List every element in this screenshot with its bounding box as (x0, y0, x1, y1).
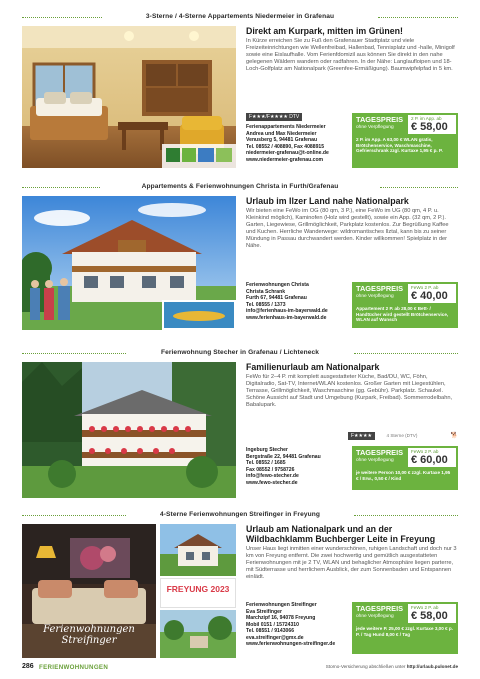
listing-christa (22, 182, 458, 330)
price-box (352, 602, 458, 654)
section-header (22, 348, 458, 358)
freyung-badge (160, 578, 236, 608)
price-amount: € 58,00 (411, 121, 448, 133)
listing-title: Urlaub am Nationalpark und an der Wildbachklamm Buchberger Leite in Freyung (246, 524, 436, 544)
listing-streifinger (22, 510, 458, 658)
price-subtitle: ohne Verpflegung (356, 294, 394, 299)
star-rating-badge: F★★★★ (348, 432, 375, 440)
price-unit: FeWo 2 P. ab (411, 449, 439, 454)
price-value-box (408, 604, 456, 623)
photo-caption: Ferienwohnungen Streifinger (43, 624, 135, 646)
contact-phone: Tel. 08552 / 408890, Fax 4088915 (246, 143, 325, 150)
listing-text (246, 524, 458, 581)
contact-street: Furth 67, 94481 Grafenau (246, 295, 307, 301)
contact-website-link[interactable]: www.ferienhaus-im-bayerwald.de (246, 314, 327, 321)
apartment-interior-photo (22, 26, 236, 168)
contact-street: Marchzipf 16, 94078 Freyung (246, 615, 316, 621)
contact-phone: Tel. 08551 / 9143066 (246, 628, 295, 634)
contact-website-link[interactable]: www.niedermeier-grafenau.com (246, 156, 324, 163)
price-unit: FeWo 2 P. ab (411, 605, 439, 610)
price-value-box (408, 115, 456, 134)
listing-description: FeWo für 2–4 P. mit komplett ausgestatteter Küche, Bad/DU, WC, Föhn, Digitalradio, Sat-TV, Internet/WLAN kostenlos. Großer Garten mit Liegestühlen, Terrasse, Grillmöglichkeit, Waschmaschine (gg. Gebühr). Parkplatz. Schaukel. Schöne Aussicht auf Stadt und Umgebung (Kurpark, Freibad). Sommerrodelbahn, Babalupark. (246, 374, 453, 409)
contact-block (246, 602, 350, 648)
price-box (352, 113, 458, 168)
price-box (352, 282, 458, 328)
contact-block (246, 124, 350, 163)
listing-description: Unser Haus liegt inmitten einer wunderschönen, ruhigen Landschaft und doch nur 3 km von Freyung entfernt. Die zwei hochwertig und gemütlich ausgestatteten Ferienwohnungen mit je 2 TV, WLAN und behaglicher Atmosphäre liegen parterre, mit Südterrasse und herrlichem Ausblick, der zum Sonnenbaden und Entspannen einlädt. (246, 546, 457, 581)
price-value-box (408, 448, 456, 467)
partner-logo-icon (198, 148, 214, 162)
listing-text (246, 26, 458, 73)
price-value-box (408, 284, 456, 303)
footer-note-text: Storno-Versicherung abschließen unter (325, 664, 406, 669)
contact-name: Ingeburg Stecher (246, 447, 288, 453)
page-number: 286 (22, 663, 34, 670)
star-rating-badge: F★★★/F★★★★ DTV (246, 113, 302, 121)
contact-street: Venusberg 5, 94481 Grafenau (246, 137, 318, 143)
contact-email-link[interactable]: niedermeier-grafenau@t-online.de (246, 150, 329, 156)
price-details: jede weitere P. 25,00 € zzgl. Kurtaxe 3,00 € p. P. / Tag Hund 8,00 € / Tag (356, 626, 453, 637)
garden-view-photo (160, 610, 236, 658)
price-unit: FeWo 2 P. ab (411, 285, 439, 290)
contact-phone: Tel. 08555 / 1373 (246, 301, 286, 308)
star-rating-note: 4 Sterne (DTV) (386, 433, 418, 438)
listing-title: Urlaub im Ilzer Land nahe Nationalpark (246, 196, 409, 206)
listing-stecher (22, 348, 458, 498)
contact-street: Bergstraße 22, 94481 Grafenau (246, 453, 321, 460)
contact-name: Ferienwohnungen Christa (246, 282, 309, 288)
freyung-badge-text: FREYUNG 2023 (166, 584, 230, 594)
listing-description: Wir bieten eine FeWo im OG (80 qm, 3 P.), eine FeWo im UG (80 qm, 4 P. u. Kleinkind möglich), Kaminofen (Holz wird gestellt), sowie ein App. (32 qm, 2 P.). Garten, Liegewiese, Grillmöglichkeit, Parkplatz kostenlos. Zur Begrüßung Kaffee und Kuchen. Herrliche Wanderwege: wildromantisches Ilztal, kann bis zu seiner Mündung in Passau durchwandert werden. Kinder willkommen! Spielplatz in der Nähe. (246, 208, 449, 250)
section-header-text: Ferienwohnung Stecher in Grafenau / Lichteneck (158, 348, 322, 358)
contact-mobile: Mobil 0151 / 15724310 (246, 621, 299, 628)
contact-person: Eva Streifinger (246, 608, 282, 615)
award-logo-icon (166, 148, 180, 162)
contact-website-link[interactable]: www.ferienwohnungen-streifinger.de (246, 641, 336, 647)
nationalpark-logo-icon (216, 148, 232, 162)
contact-email-link[interactable]: info@ferienhaus-im-bayerwald.de (246, 308, 328, 314)
contact-website-link[interactable]: www.fewo-stecher.de (246, 479, 298, 486)
listing-description: In Kürze erreichen Sie zu Fuß den Grafenauer Stadtplatz und viele Freizeiteinrichtungen wie Wellenfreibad, Hallenbad, Tennisplatz und -halle, Minigolf sowie eine Eislaufhalle. Vom Ferienfdomizil aus können Sie direkt in den nahe gelegenen Wäldern wandern oder radfahren. In der Nähe: Langlaufloipen und 18-Loch-Golfplatz am Nationalpark (Greenfee-Ermäßigung). Baumwipfelpfad in 5 km. (246, 38, 455, 73)
contact-block (246, 282, 350, 321)
section-header (22, 510, 458, 520)
price-subtitle: ohne Verpflegung (356, 458, 394, 463)
contact-phone: Tel. 08552 / 1685 (246, 460, 286, 466)
price-amount: € 58,00 (411, 610, 448, 622)
house-photo (22, 196, 236, 330)
contact-email-link[interactable]: info@fewo-stecher.de (246, 473, 299, 479)
page-footer (22, 662, 458, 674)
apartment-living-room-photo (22, 524, 156, 658)
star-rating (348, 432, 458, 442)
price-details: je weitere Person 10,00 € zzgl. Kurtaxe 1,95 € / Erw., 0,50 € / Kind (356, 470, 451, 481)
page-category: FERIENWOHNUNGEN (39, 663, 109, 671)
star-rating (246, 113, 350, 122)
section-header-text: 4-Sterne Ferienwohnungen Streifinger in Freyung (157, 510, 323, 520)
price-details: 2 P. im App. A 63,00 € WLAN gratis, Brötchenservice, Waschmaschine, Gefrierschrank zzgl. Kurtaxe 1,95 € p. P. (356, 137, 443, 154)
section-header (22, 12, 458, 22)
contact-fax: Fax 08552 / 9758726 (246, 466, 295, 473)
dog-icon: 🐕 (450, 433, 458, 439)
price-label: TAGESPREIS (356, 604, 404, 613)
listing-title: Direkt am Kurpark, mitten im Grünen! (246, 26, 403, 36)
price-label: TAGESPREIS (356, 284, 404, 293)
contact-name: Ferienwohnungen Streifinger (246, 602, 317, 608)
price-subtitle: ohne Verpflegung (356, 125, 394, 130)
contact-email-link[interactable]: eva.streifinger@gmx.de (246, 634, 304, 641)
listing-niedermeier (22, 12, 458, 168)
section-header-text: 3-Sterne / 4-Sterne Appartements Niedermeier in Grafenau (143, 12, 337, 22)
listing-text (246, 362, 458, 409)
footer-note-link[interactable]: http://urlaub.pulonet.de (406, 664, 458, 669)
price-subtitle: ohne Verpflegung (356, 614, 394, 619)
contact-name: Ferienappartements Niedermeier (246, 124, 326, 130)
contact-person: Andrea und Max Niedermeier (246, 130, 317, 137)
footer-note (326, 664, 458, 669)
house-garden-photo (160, 524, 236, 576)
price-amount: € 60,00 (411, 454, 448, 466)
contact-person: Christa Schrank (246, 288, 286, 295)
contact-block (246, 447, 350, 486)
eco-logo-icon (182, 148, 196, 162)
price-label: TAGESPREIS (356, 115, 404, 124)
section-header (22, 182, 458, 192)
section-header-text: Appartements & Ferienwohnungen Christa in Furth/Grafenau (139, 182, 342, 192)
chalet-photo (22, 362, 236, 498)
price-details: Appartement 2 P. ab 28,00 € Bett- / Handtücher wird gestellt Brötchenservice, WLAN auf Wunsch (356, 306, 449, 323)
listing-title: Familienurlaub am Nationalpark (246, 362, 380, 372)
listing-text (246, 196, 458, 250)
price-unit: 2 P. im App. ab (411, 116, 442, 121)
price-box (352, 446, 458, 490)
price-label: TAGESPREIS (356, 448, 404, 457)
price-amount: € 40,00 (411, 290, 448, 302)
